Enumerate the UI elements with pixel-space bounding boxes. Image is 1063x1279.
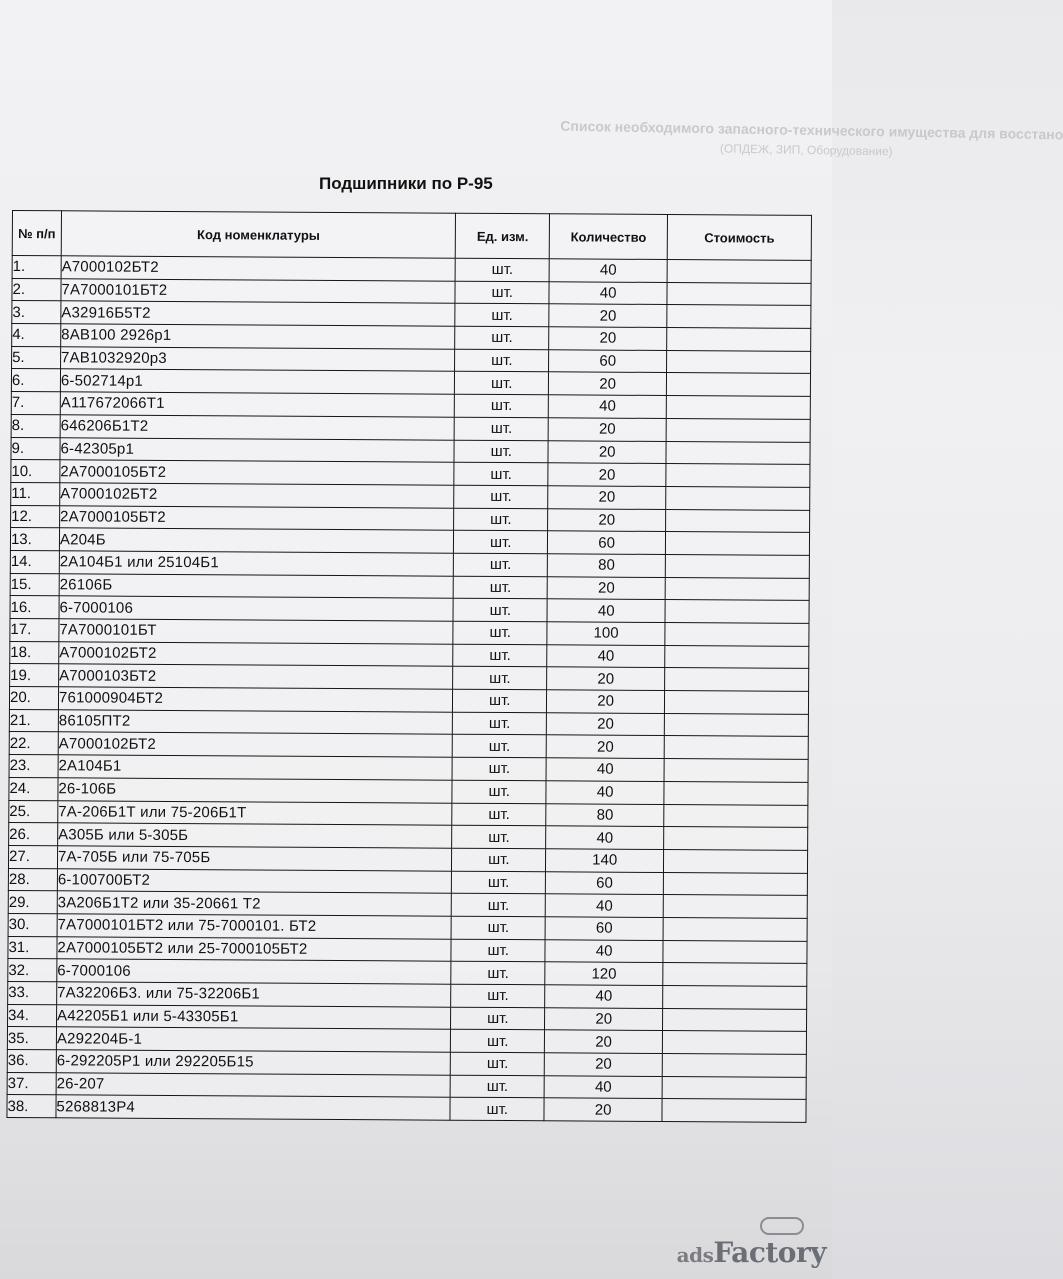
row-num: 17.: [10, 618, 59, 641]
row-qty: 40: [549, 281, 667, 304]
row-qty: 20: [548, 463, 666, 486]
row-qty: 40: [545, 939, 663, 962]
row-qty: 40: [545, 985, 663, 1008]
row-num: 30.: [8, 913, 57, 936]
row-code: А204Б: [59, 528, 454, 553]
row-code: 6-502714р1: [60, 369, 455, 394]
table-body: [7, 256, 811, 1123]
row-cost: [666, 532, 810, 556]
row-unit: шт.: [452, 780, 546, 803]
row-num: 28.: [8, 868, 57, 891]
row-cost: [667, 305, 811, 329]
row-cost: [663, 1008, 807, 1032]
row-unit: шт.: [454, 462, 548, 485]
row-unit: шт.: [452, 848, 546, 871]
row-code: 7А7000101БТ2 или 75-7000101. БТ2: [57, 914, 452, 939]
row-cost: [663, 963, 807, 987]
row-num: 31.: [8, 936, 57, 959]
row-code: А32916Б5Т2: [61, 301, 456, 326]
watermark-brand: [677, 1236, 826, 1269]
row-num: 8.: [11, 414, 60, 437]
row-code: А305Б или 5-305Б: [58, 823, 453, 848]
row-qty: 20: [545, 1007, 663, 1030]
row-cost: [662, 1054, 806, 1078]
row-qty: 40: [544, 1076, 662, 1099]
row-num: 23.: [9, 755, 58, 778]
row-num: 12.: [11, 505, 60, 528]
row-cost: [663, 917, 807, 941]
row-unit: шт.: [452, 893, 546, 916]
row-code: 7А-705Б или 75-705Б: [57, 846, 452, 871]
row-num: 9.: [11, 437, 60, 460]
row-unit: шт.: [455, 349, 549, 372]
row-unit: шт.: [455, 326, 549, 349]
row-unit: шт.: [455, 258, 549, 281]
row-qty: 20: [548, 508, 666, 531]
row-qty: 40: [545, 894, 663, 917]
row-qty: 20: [545, 1030, 663, 1053]
row-qty: 40: [546, 781, 664, 804]
row-qty: 120: [545, 962, 663, 985]
row-cost: [665, 622, 809, 646]
row-unit: шт.: [451, 1007, 545, 1030]
row-num: 18.: [10, 641, 59, 664]
row-num: 4.: [12, 324, 61, 347]
header-cost: Стоимость: [667, 215, 811, 261]
row-qty: 20: [549, 304, 667, 327]
watermark-prefix: ads: [676, 1243, 714, 1267]
row-unit: шт.: [454, 553, 548, 576]
row-unit: шт.: [452, 803, 546, 826]
row-qty: 20: [549, 372, 667, 395]
row-num: 22.: [9, 732, 58, 755]
row-qty: 40: [547, 599, 665, 622]
row-cost: [667, 350, 811, 374]
row-cost: [665, 668, 809, 692]
row-unit: шт.: [454, 440, 548, 463]
row-qty: 20: [548, 418, 666, 441]
row-code: А7000102БТ2: [61, 256, 456, 281]
row-code: 3А206Б1Т2 или 35-20661 Т2: [57, 891, 452, 916]
row-qty: 60: [545, 917, 663, 940]
row-cost: [666, 464, 810, 488]
row-qty: 20: [547, 576, 665, 599]
row-num: 16.: [10, 596, 59, 619]
row-code: 6-42305р1: [60, 437, 455, 462]
bleed-through-text: [559, 116, 1063, 181]
row-unit: шт.: [453, 576, 547, 599]
row-num: 21.: [9, 709, 58, 732]
row-qty: 20: [544, 1098, 662, 1121]
row-unit: шт.: [451, 962, 545, 985]
row-unit: шт.: [454, 530, 548, 553]
row-num: 35.: [7, 1027, 56, 1050]
row-qty: 40: [546, 758, 664, 781]
table-row: [7, 1095, 806, 1123]
row-unit: шт.: [453, 667, 547, 690]
row-code: 8АВ100 2926р1: [61, 324, 456, 349]
row-cost: [665, 691, 809, 715]
row-qty: 80: [546, 803, 664, 826]
row-unit: шт.: [452, 825, 546, 848]
row-cost: [664, 713, 808, 737]
row-unit: шт.: [450, 1098, 544, 1121]
row-code: А292204Б-1: [56, 1027, 451, 1052]
row-num: 5.: [12, 346, 61, 369]
header-num: № п/п: [12, 211, 61, 256]
row-unit: шт.: [453, 644, 547, 667]
row-code: 2А7000105БТ2: [59, 505, 454, 530]
row-num: 26.: [9, 823, 58, 846]
row-unit: шт.: [451, 939, 545, 962]
row-code: 7А7000101БТ2: [61, 278, 456, 303]
row-qty: 100: [547, 622, 665, 645]
row-code: 6-292205Р1 или 292205Б15: [56, 1050, 451, 1075]
row-code: 2А104Б1 или 25104Б1: [59, 551, 454, 576]
row-cost: [666, 418, 810, 442]
row-unit: шт.: [452, 871, 546, 894]
row-code: 2А104Б1: [58, 755, 453, 780]
row-code: А42205Б1 или 5-43305Б1: [56, 1004, 451, 1029]
row-code: 2А7000105БТ2: [60, 460, 455, 485]
row-unit: шт.: [451, 984, 545, 1007]
row-num: 3.: [12, 301, 61, 324]
row-unit: шт.: [455, 394, 549, 417]
row-cost: [664, 736, 808, 760]
bleed-line-2: (ОПДЕЖ, ЗИП, Оборудование): [719, 141, 893, 159]
row-num: 29.: [8, 891, 57, 914]
row-num: 25.: [9, 800, 58, 823]
page-title: Подшипники по Р-95: [319, 174, 493, 193]
row-num: 1.: [12, 256, 61, 279]
row-qty: 20: [548, 440, 666, 463]
row-unit: шт.: [454, 508, 548, 531]
row-num: 6.: [11, 369, 60, 392]
row-num: 10.: [11, 460, 60, 483]
row-qty: 40: [549, 259, 667, 282]
row-unit: шт.: [455, 281, 549, 304]
row-code: А7000102БТ2: [60, 483, 455, 508]
row-cost: [667, 260, 811, 284]
row-code: А7000102БТ2: [58, 732, 453, 757]
row-code: 7А-206Б1Т или 75-206Б1Т: [58, 800, 453, 825]
row-unit: шт.: [453, 712, 547, 735]
row-num: 19.: [10, 664, 59, 687]
row-cost: [665, 600, 809, 624]
row-qty: 40: [546, 826, 664, 849]
row-cost: [665, 645, 809, 669]
row-unit: шт.: [453, 735, 547, 758]
row-code: 6-100700БТ2: [57, 868, 452, 893]
row-num: 7.: [11, 392, 60, 415]
row-code: 5268813Р4: [56, 1095, 451, 1120]
row-num: 13.: [10, 528, 59, 551]
header-qty: Количество: [549, 214, 667, 260]
row-unit: шт.: [452, 757, 546, 780]
row-code: 7АВ1032920р3: [60, 347, 455, 372]
row-cost: [662, 1076, 806, 1100]
row-cost: [666, 509, 810, 533]
row-cost: [666, 486, 810, 510]
row-code: 26106Б: [59, 573, 454, 598]
row-unit: шт.: [455, 304, 549, 327]
row-qty: 60: [548, 531, 666, 554]
row-cost: [663, 985, 807, 1009]
row-code: А117672066Т1: [60, 392, 455, 417]
row-code: 7А32206Б3. или 75-32206Б1: [57, 982, 452, 1007]
row-unit: шт.: [454, 417, 548, 440]
row-cost: [665, 577, 809, 601]
row-cost: [663, 872, 807, 896]
row-qty: 20: [548, 486, 666, 509]
row-num: 11.: [11, 482, 60, 505]
row-num: 2.: [12, 278, 61, 301]
row-cost: [662, 1099, 806, 1123]
row-qty: 80: [547, 554, 665, 577]
row-cost: [664, 849, 808, 873]
row-qty: 40: [548, 395, 666, 418]
row-code: 2А7000105БТ2 или 25-7000105БТ2: [57, 936, 452, 961]
row-num: 36.: [7, 1050, 56, 1073]
row-qty: 20: [547, 713, 665, 736]
row-qty: 140: [546, 849, 664, 872]
row-code: 26-106Б: [58, 778, 453, 803]
row-unit: шт.: [451, 1030, 545, 1053]
row-cost: [667, 328, 811, 352]
row-num: 20.: [9, 687, 58, 710]
row-qty: 20: [547, 690, 665, 713]
row-num: 37.: [7, 1072, 56, 1095]
row-unit: шт.: [450, 1075, 544, 1098]
row-unit: шт.: [453, 621, 547, 644]
row-num: 15.: [10, 573, 59, 596]
row-cost: [664, 804, 808, 828]
row-cost: [663, 895, 807, 919]
row-qty: 60: [546, 871, 664, 894]
row-cost: [666, 441, 810, 465]
row-code: 7А7000101БТ: [59, 619, 454, 644]
row-cost: [665, 554, 809, 578]
bearings-table: [6, 210, 812, 1123]
row-cost: [666, 373, 810, 397]
table-header-row: [12, 211, 811, 261]
bleed-line-1: Список необходимого запасного-технического имущества для восстано: [560, 117, 1063, 143]
row-num: 27.: [8, 845, 57, 868]
row-num: 32.: [8, 959, 57, 982]
row-code: 6-7000106: [57, 959, 452, 984]
header-code: Код номенклатуры: [61, 211, 456, 258]
row-cost: [664, 827, 808, 851]
row-unit: шт.: [455, 372, 549, 395]
row-cost: [664, 759, 808, 783]
row-qty: 60: [549, 350, 667, 373]
row-cost: [662, 1031, 806, 1055]
cloud-icon: [760, 1217, 804, 1235]
row-code: 26-207: [56, 1073, 451, 1098]
row-qty: 40: [547, 644, 665, 667]
row-qty: 20: [547, 667, 665, 690]
row-cost: [664, 781, 808, 805]
row-code: А7000102БТ2: [59, 641, 454, 666]
row-qty: 20: [546, 735, 664, 758]
row-unit: шт.: [451, 916, 545, 939]
row-code: 761000904БТ2: [58, 687, 453, 712]
row-num: 34.: [8, 1004, 57, 1027]
row-num: 24.: [9, 777, 58, 800]
row-num: 33.: [8, 981, 57, 1004]
header-unit: Ед. изм.: [456, 213, 550, 259]
row-cost: [666, 396, 810, 420]
row-num: 38.: [7, 1095, 56, 1118]
watermark-logo: [676, 1223, 826, 1275]
watermark-suffix: Factory: [713, 1236, 826, 1269]
row-cost: [667, 282, 811, 306]
row-code: 6-7000106: [59, 596, 454, 621]
row-num: 14.: [10, 550, 59, 573]
row-qty: 20: [544, 1053, 662, 1076]
row-unit: шт.: [454, 485, 548, 508]
row-code: 646206Б1Т2: [60, 415, 455, 440]
row-qty: 20: [549, 327, 667, 350]
row-unit: шт.: [451, 1052, 545, 1075]
row-unit: шт.: [453, 599, 547, 622]
row-cost: [663, 940, 807, 964]
row-code: 86105ПТ2: [58, 710, 453, 735]
row-unit: шт.: [453, 689, 547, 712]
row-code: А7000103БТ2: [59, 664, 454, 689]
